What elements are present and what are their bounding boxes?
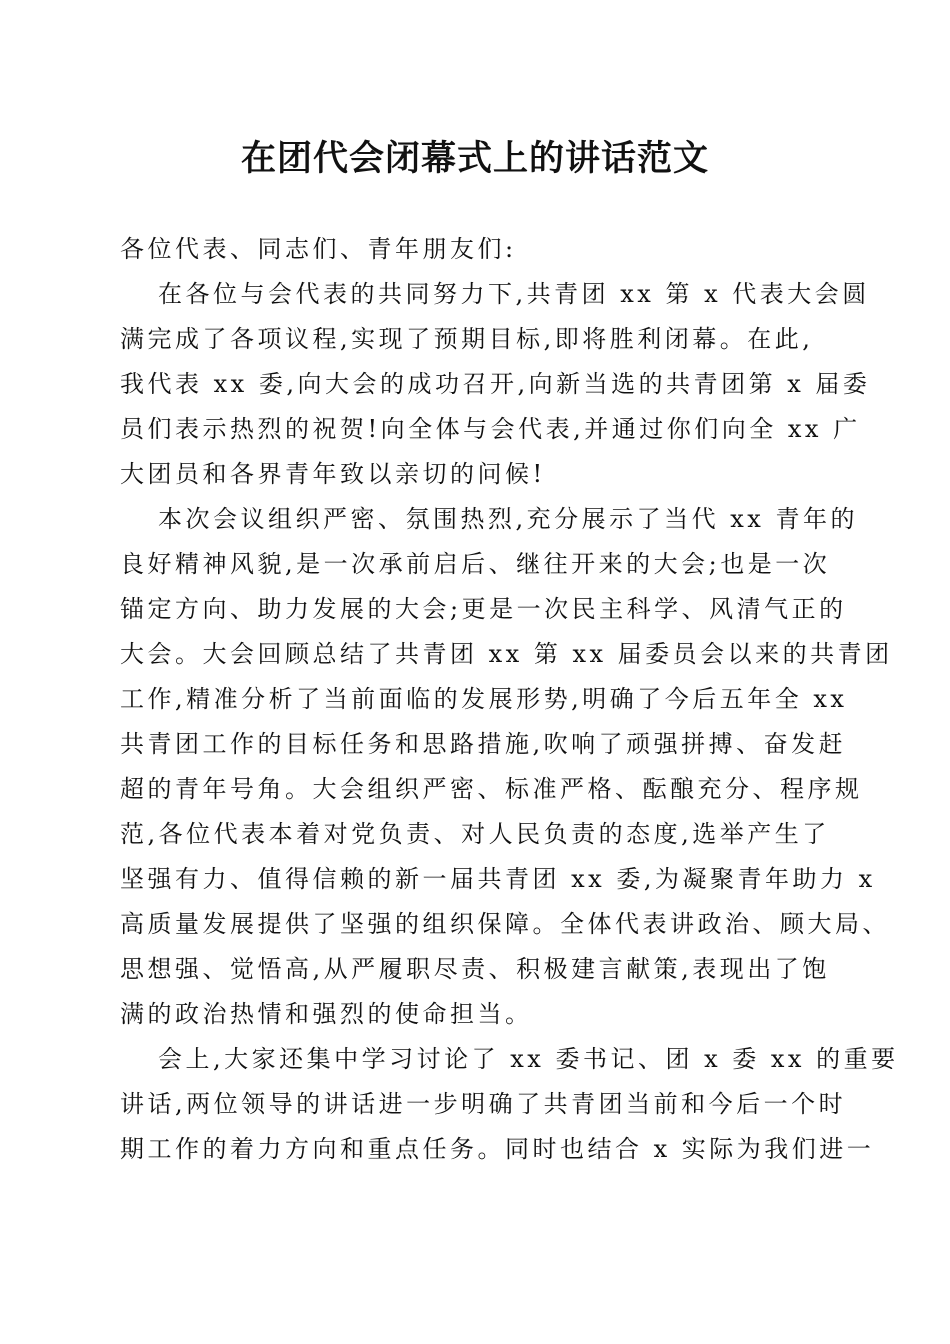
- paragraph-line: 满完成了各项议程,实现了预期目标,即将胜利闭幕。在此,: [120, 325, 814, 353]
- paragraph-line: 讲话,两位领导的讲话进一步明确了共青团当前和今后一个时: [120, 1090, 847, 1118]
- paragraph-first-line: 会上,大家还集中学习讨论了 xx 委书记、团 x 委 xx 的重要: [158, 1045, 899, 1073]
- document-title: 在团代会闭幕式上的讲话范文: [240, 138, 709, 179]
- paragraph-line: 工作,精准分析了当前面临的发展形势,明确了今后五年全 xx: [120, 685, 848, 713]
- paragraph-line: 良好精神风貌,是一次承前启后、继往开来的大会;也是一次: [120, 550, 831, 578]
- paragraph-line: 锚定方向、助力发展的大会;更是一次民主科学、风清气正的: [120, 595, 847, 623]
- paragraph-first-line: 在各位与会代表的共同努力下,共青团 xx 第 x 代表大会圆: [158, 280, 870, 308]
- paragraph-line: 思想强、觉悟高,从严履职尽责、积极建言献策,表现出了饱: [120, 955, 830, 983]
- paragraph-first-line: 本次会议组织严密、氛围热烈,充分展示了当代 xx 青年的: [158, 505, 858, 533]
- paragraph-line: 坚强有力、值得信赖的新一届共青团 xx 委,为凝聚青年助力 x: [120, 865, 876, 893]
- document-body: [120, 227, 899, 1172]
- paragraph-line: 范,各位代表本着对党负责、对人民负责的态度,选举产生了: [120, 820, 830, 848]
- paragraph-line: 期工作的着力方向和重点任务。同时也结合 x 实际为我们进一: [120, 1135, 875, 1163]
- paragraph-line: 高质量发展提供了坚强的组织保障。全体代表讲政治、顾大局、: [120, 910, 890, 938]
- paragraph-line: 满的政治热情和强烈的使命担当。: [120, 1000, 533, 1028]
- paragraph-line: 各位代表、同志们、青年朋友们:: [120, 235, 517, 263]
- paragraph-line: 共青团工作的目标任务和思路措施,吹响了顽强拼搏、奋发赶: [120, 730, 847, 758]
- paragraph-line: 我代表 xx 委,向大会的成功召开,向新当选的共青团第 x 届委: [120, 370, 871, 398]
- paragraph-line: 超的青年号角。大会组织严密、标准严格、酝酿充分、程序规: [120, 775, 863, 803]
- paragraph-line: 大团员和各界青年致以亲切的问候!: [120, 460, 546, 488]
- paragraph-line: 员们表示热烈的祝贺!向全体与会代表,并通过你们向全 xx 广: [120, 415, 861, 443]
- paragraph-line: 大会。大会回顾总结了共青团 xx 第 xx 届委员会以来的共青团: [120, 640, 893, 668]
